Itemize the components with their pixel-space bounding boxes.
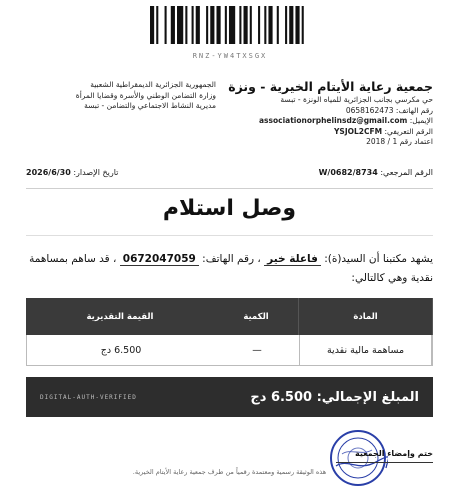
table-row (26, 335, 433, 366)
organization-accreditation: اعتماد رقم 1 / 2018 (366, 137, 433, 146)
divider (26, 235, 433, 236)
organization-email: الإيميل: associationorphelinsdz@gmail.com (259, 116, 433, 125)
government-line: مديرية النشاط الاجتماعي والتضامن - تبسة (84, 101, 216, 110)
total-bar (26, 377, 433, 417)
signature-label: ختم وإمضاء الجمعية (354, 449, 433, 458)
header-item: المادة (299, 298, 433, 335)
header-value: القيمة التقديرية (86, 311, 154, 322)
total-amount: المبلغ الإجمالي: 6.500 دج (250, 389, 419, 405)
issue-date: تاريخ الإصدار: 2026/6/30 (26, 168, 119, 177)
header-qty: الكمية (214, 298, 299, 335)
footer-note: هذه الوثيقة رسمية ومعتمدة رقمياً من طرف جمعية رعاية الأيتام الخيرية. (132, 468, 327, 476)
organization-block (213, 78, 433, 148)
government-line: وزارة التضامن الوطني والأسرة وقضايا المرأة (75, 90, 216, 100)
signature-line (336, 462, 433, 463)
organization-name: جمعية رعاية الأيتام الخيرية - ونزة (228, 79, 433, 94)
cell-qty: — (215, 335, 300, 365)
barcode-code: RNZ-YW4TXSGX (192, 52, 268, 60)
association-stamp (328, 428, 388, 488)
document-title: وصل استلام (162, 196, 297, 221)
organization-tax-id: الرقم التعريفي: YSJOL2CFM (334, 126, 433, 136)
government-header (26, 80, 216, 112)
donor-name: فاعلة خير (264, 253, 321, 266)
cell-item: مساهمة مالية نقدية (300, 335, 432, 365)
donor-phone: 0672047059 (120, 253, 199, 266)
organization-address: حي مكرسي بجانب الجزائرية للمياه الونزة - تبسة (280, 95, 433, 104)
cell-value: 6.500 دج (100, 344, 142, 356)
reference-number: الرقم المرجعي: W/0682/8734 (318, 168, 433, 177)
items-table (26, 298, 433, 366)
organization-phone: رقم الهاتف: 0658162473 (345, 105, 433, 115)
receipt-statement: يشهد مكتبنا أن السيد(ة): فاعلة خير ، رقم الهاتف: 0672047059 ، قد ساهم بمساهمة نقدية وهي كالتالي: (29, 253, 433, 284)
government-line: الجمهورية الجزائرية الديمقراطية الشعبية (90, 80, 216, 89)
verification-tag: DIGITAL-AUTH-VERIFIED (40, 393, 137, 401)
table-header (26, 298, 433, 335)
reference-row (26, 168, 433, 182)
barcode (150, 6, 310, 44)
divider (26, 188, 433, 189)
